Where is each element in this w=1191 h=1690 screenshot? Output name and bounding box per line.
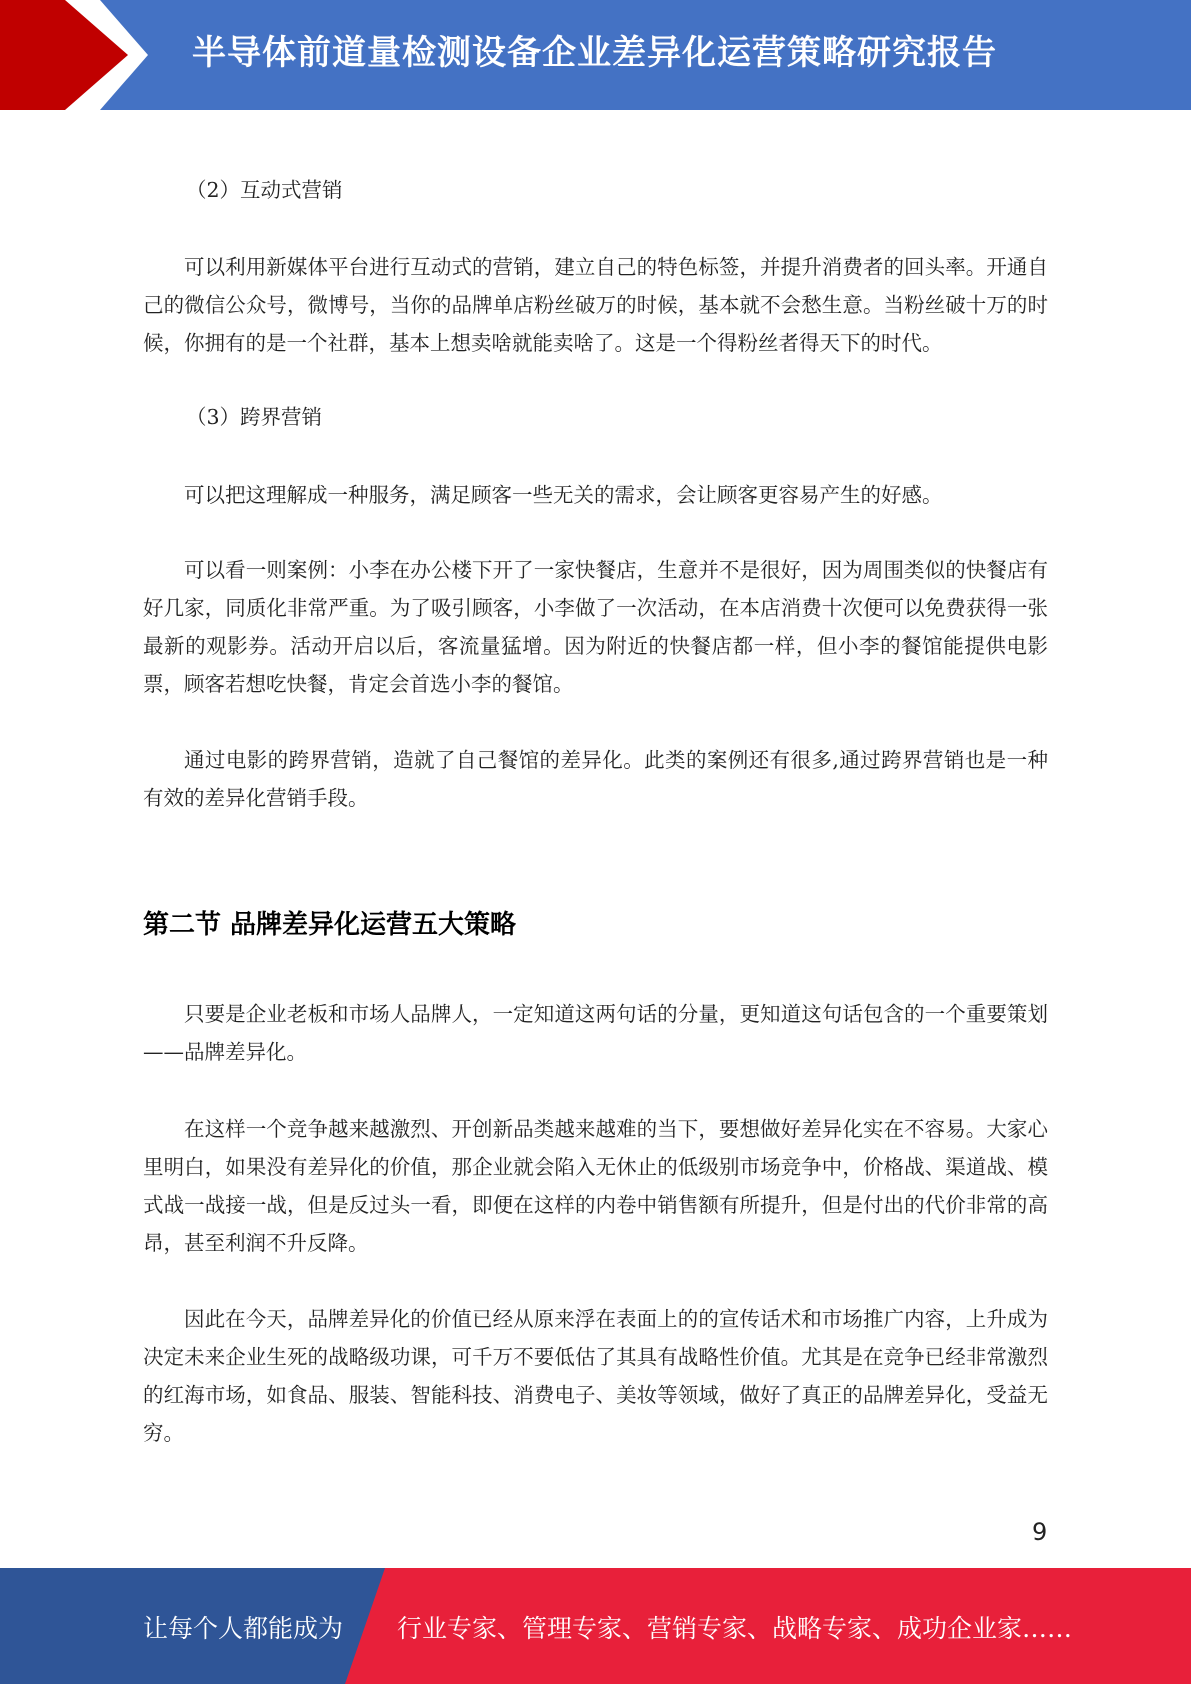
page-footer — [0, 1568, 1191, 1684]
footer-slogan-right: 行业专家、管理专家、营销专家、战略专家、成功企业家…… — [397, 1614, 1073, 1643]
report-title: 半导体前道量检测设备企业差异化运营策略研究报告 — [192, 33, 997, 73]
header-arrow-decoration — [0, 0, 160, 110]
page-header — [0, 0, 1191, 110]
page-number: 9 — [1032, 1518, 1048, 1546]
paragraph: 在这样一个竞争越来越激烈、开创新品类越来越难的当下，要想做好差异化实在不容易。大家心里明白，如果没有差异化的价值，那企业就会陷入无休止的低级别市场竞争中，价格战、渠道战、模式战一战接一战，但是反过头一看，即便在这样的内卷中销售额有所提升，但是付出的代价非常的高昂，甚至利润不升反降。 — [143, 1117, 1048, 1255]
subheading-interactive-marketing: （2）互动式营销 — [186, 178, 343, 202]
paragraph: 可以把这理解成一种服务，满足顾客一些无关的需求，会让顾客更容易产生的好感。 — [184, 483, 943, 507]
paragraph: 可以利用新媒体平台进行互动式的营销，建立自己的特色标签，并提升消费者的回头率。开通自己的微信公众号，微博号，当你的品牌单店粉丝破万的时候，基本就不会愁生意。当粉丝破十万的时候，你拥有的是一个社群，基本上想卖啥就能卖啥了。这是一个得粉丝者得天下的时代。 — [143, 255, 1048, 355]
subheading-crossover-marketing: （3）跨界营销 — [186, 405, 323, 429]
footer-slogan-left: 让每个人都能成为 — [143, 1614, 344, 1643]
paragraph: 因此在今天，品牌差异化的价值已经从原来浮在表面上的的宣传话术和市场推广内容，上升成为决定未来企业生死的战略级功课，可千万不要低估了其具有战略性价值。尤其是在竞争已经非常激烈的红海市场，如食品、服装、智能科技、消费电子、美妆等领域，做好了真正的品牌差异化，受益无穷。 — [143, 1307, 1048, 1445]
section-title: 第二节 品牌差异化运营五大策略 — [143, 910, 517, 940]
paragraph: 通过电影的跨界营销，造就了自己餐馆的差异化。此类的案例还有很多,通过跨界营销也是一种有效的差异化营销手段。 — [143, 748, 1048, 810]
paragraph: 可以看一则案例：小李在办公楼下开了一家快餐店，生意并不是很好，因为周围类似的快餐店有好几家，同质化非常严重。为了吸引顾客，小李做了一次活动，在本店消费十次便可以免费获得一张最新的观影券。活动开启以后，客流量猛增。因为附近的快餐店都一样，但小李的餐馆能提供电影票，顾客若想吃快餐，肯定会首选小李的餐馆。 — [143, 558, 1048, 696]
paragraph: 只要是企业老板和市场人品牌人，一定知道这两句话的分量，更知道这句话包含的一个重要策划——品牌差异化。 — [143, 1002, 1048, 1064]
